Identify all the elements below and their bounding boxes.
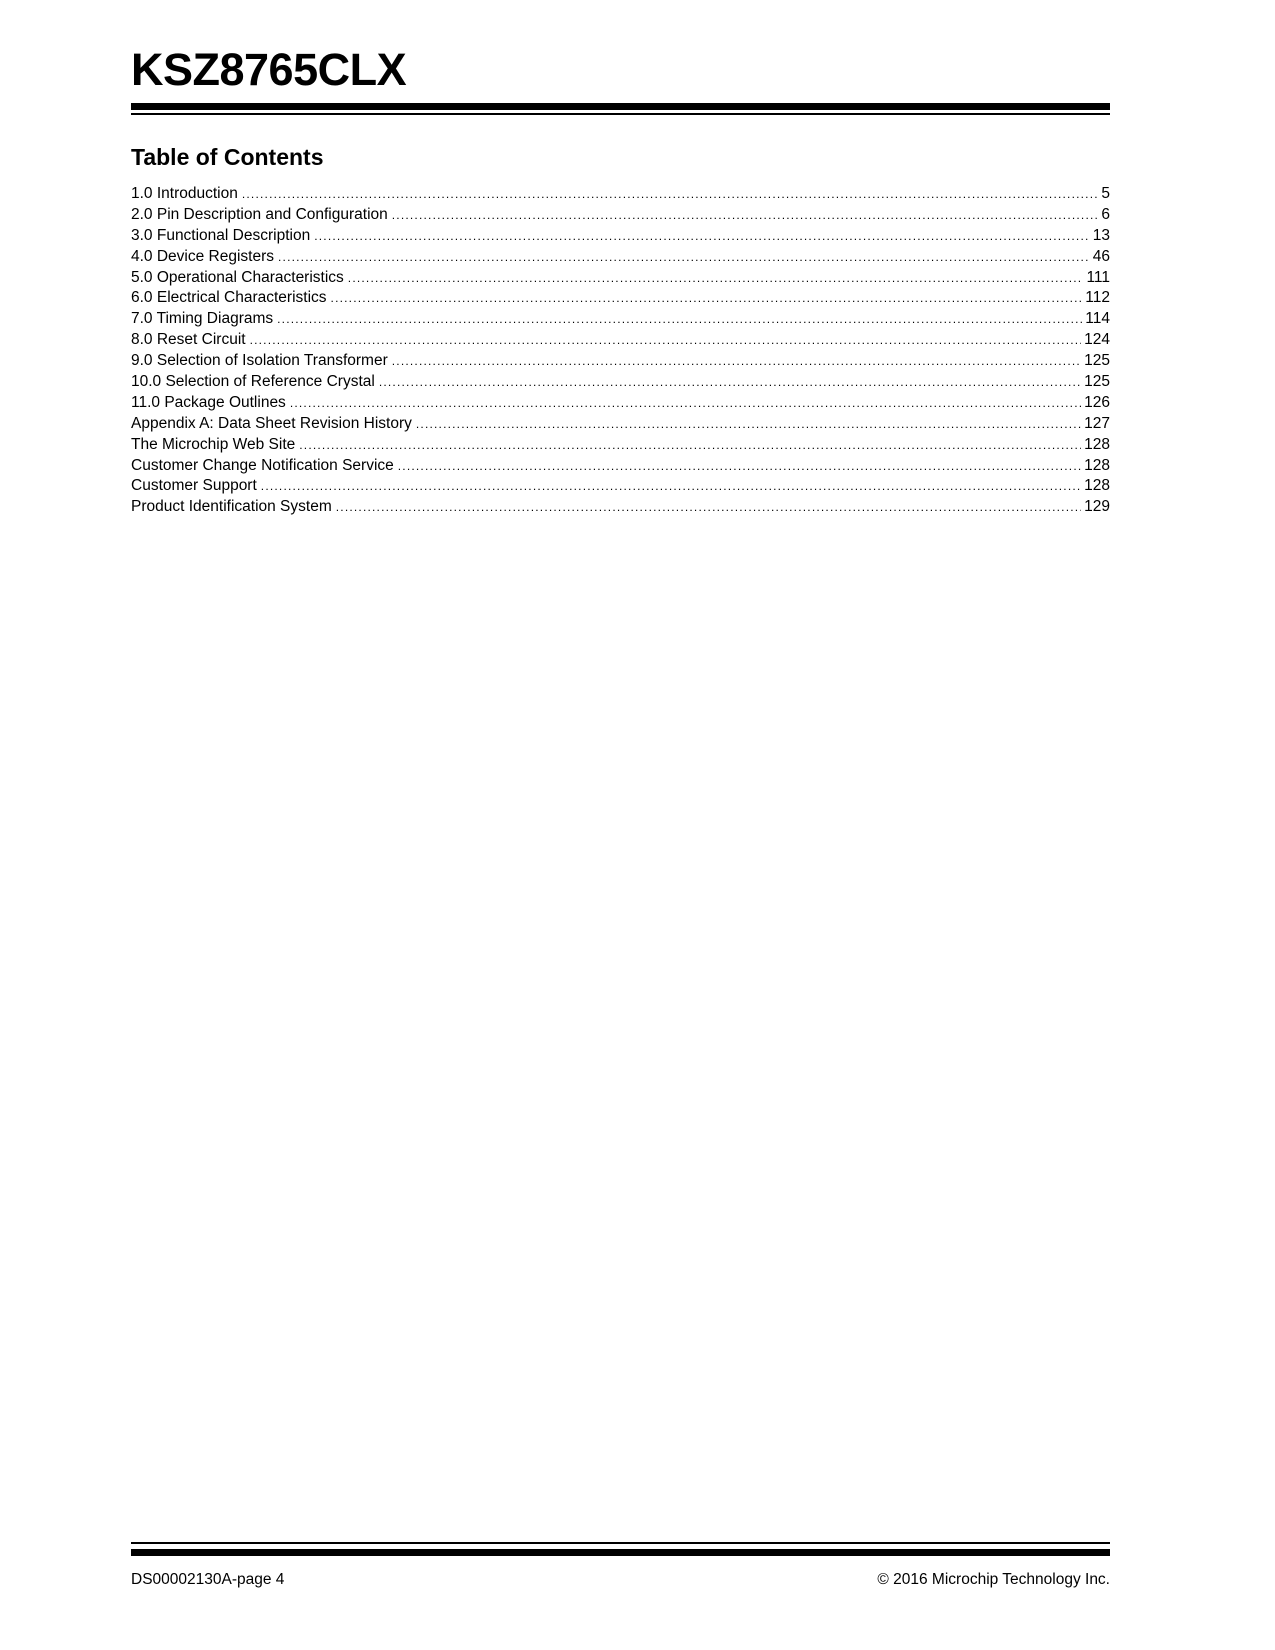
toc-dot-leader [299,435,1081,456]
toc-entry-label: Customer Change Notification Service [131,456,394,474]
toc-entry-electrical-characteristics[interactable] [131,288,1110,309]
footer-rule-thick [131,1549,1110,1556]
toc-dot-leader [416,414,1081,435]
toc-dot-leader [278,247,1090,268]
toc-heading: Table of Contents [131,144,324,170]
toc-dot-leader [242,184,1099,205]
toc-entry-label: The Microchip Web Site [131,435,296,453]
toc-entry-page: 111 [1086,268,1110,286]
toc-dot-leader [336,497,1081,518]
toc-dot-leader [379,372,1081,393]
toc-entry-label: 6.0 Electrical Characteristics [131,289,327,307]
toc-entry-page: 126 [1084,393,1110,411]
header-rule-thick [131,103,1110,110]
toc-dot-leader [290,393,1081,414]
toc-entry-package-outlines[interactable] [131,393,1110,414]
toc-entry-page: 125 [1084,373,1110,391]
toc-entry-label: 11.0 Package Outlines [131,393,286,411]
toc-entry-page: 128 [1084,435,1110,453]
toc-entry-page: 128 [1084,477,1110,495]
toc-dot-leader [331,288,1083,309]
toc-entry-label: 2.0 Pin Description and Configuration [131,205,388,223]
toc-entry-device-registers[interactable] [131,247,1110,268]
toc-entry-operational-characteristics[interactable] [131,268,1110,289]
toc-entry-page: 114 [1085,310,1110,328]
footer-rule-thin [131,1542,1110,1544]
footer-copyright: © 2016 Microchip Technology Inc. [877,1571,1110,1588]
toc-list [131,184,1110,518]
toc-entry-page: 125 [1084,352,1110,370]
toc-entry-web-site[interactable] [131,435,1110,456]
toc-entry-label: Product Identification System [131,498,332,516]
toc-entry-label: 4.0 Device Registers [131,247,275,265]
toc-dot-leader [392,351,1081,372]
toc-entry-page: 6 [1101,205,1110,223]
toc-entry-label: 8.0 Reset Circuit [131,331,246,349]
toc-entry-introduction[interactable] [131,184,1110,205]
toc-entry-label: 5.0 Operational Characteristics [131,268,344,286]
toc-dot-leader [398,456,1081,477]
footer-doc-id: DS00002130A-page 4 [131,1571,285,1588]
toc-entry-functional-description[interactable] [131,226,1110,247]
toc-entry-reference-crystal[interactable] [131,372,1110,393]
header-rule-thin [131,113,1110,115]
toc-entry-label: Customer Support [131,477,257,495]
toc-entry-label: 1.0 Introduction [131,185,238,202]
toc-entry-page: 124 [1084,331,1110,349]
toc-entry-page: 112 [1085,289,1110,307]
toc-dot-leader [261,476,1081,497]
toc-entry-change-notification[interactable] [131,456,1110,477]
toc-entry-page: 128 [1084,456,1110,474]
toc-entry-timing-diagrams[interactable] [131,309,1110,330]
toc-entry-isolation-transformer[interactable] [131,351,1110,372]
toc-dot-leader [314,226,1090,247]
toc-dot-leader [277,309,1082,330]
toc-entry-revision-history[interactable] [131,414,1110,435]
toc-entry-label: 7.0 Timing Diagrams [131,310,274,328]
toc-entry-page: 127 [1084,414,1110,432]
toc-entry-product-identification[interactable] [131,497,1110,518]
toc-entry-customer-support[interactable] [131,476,1110,497]
toc-entry-page: 5 [1101,185,1110,202]
toc-entry-page: 129 [1084,498,1110,516]
toc-entry-label: Appendix A: Data Sheet Revision History [131,414,412,432]
toc-dot-leader [392,205,1099,226]
toc-entry-reset-circuit[interactable] [131,330,1110,351]
toc-entry-page: 46 [1092,247,1110,265]
toc-entry-page: 13 [1092,226,1110,244]
page-title: KSZ8765CLX [131,44,407,95]
toc-dot-leader [250,330,1082,351]
toc-entry-label: 10.0 Selection of Reference Crystal [131,373,375,391]
toc-entry-label: 3.0 Functional Description [131,226,311,244]
toc-dot-leader [348,268,1084,289]
toc-entry-pin-description[interactable] [131,205,1110,226]
toc-entry-label: 9.0 Selection of Isolation Transformer [131,352,388,370]
